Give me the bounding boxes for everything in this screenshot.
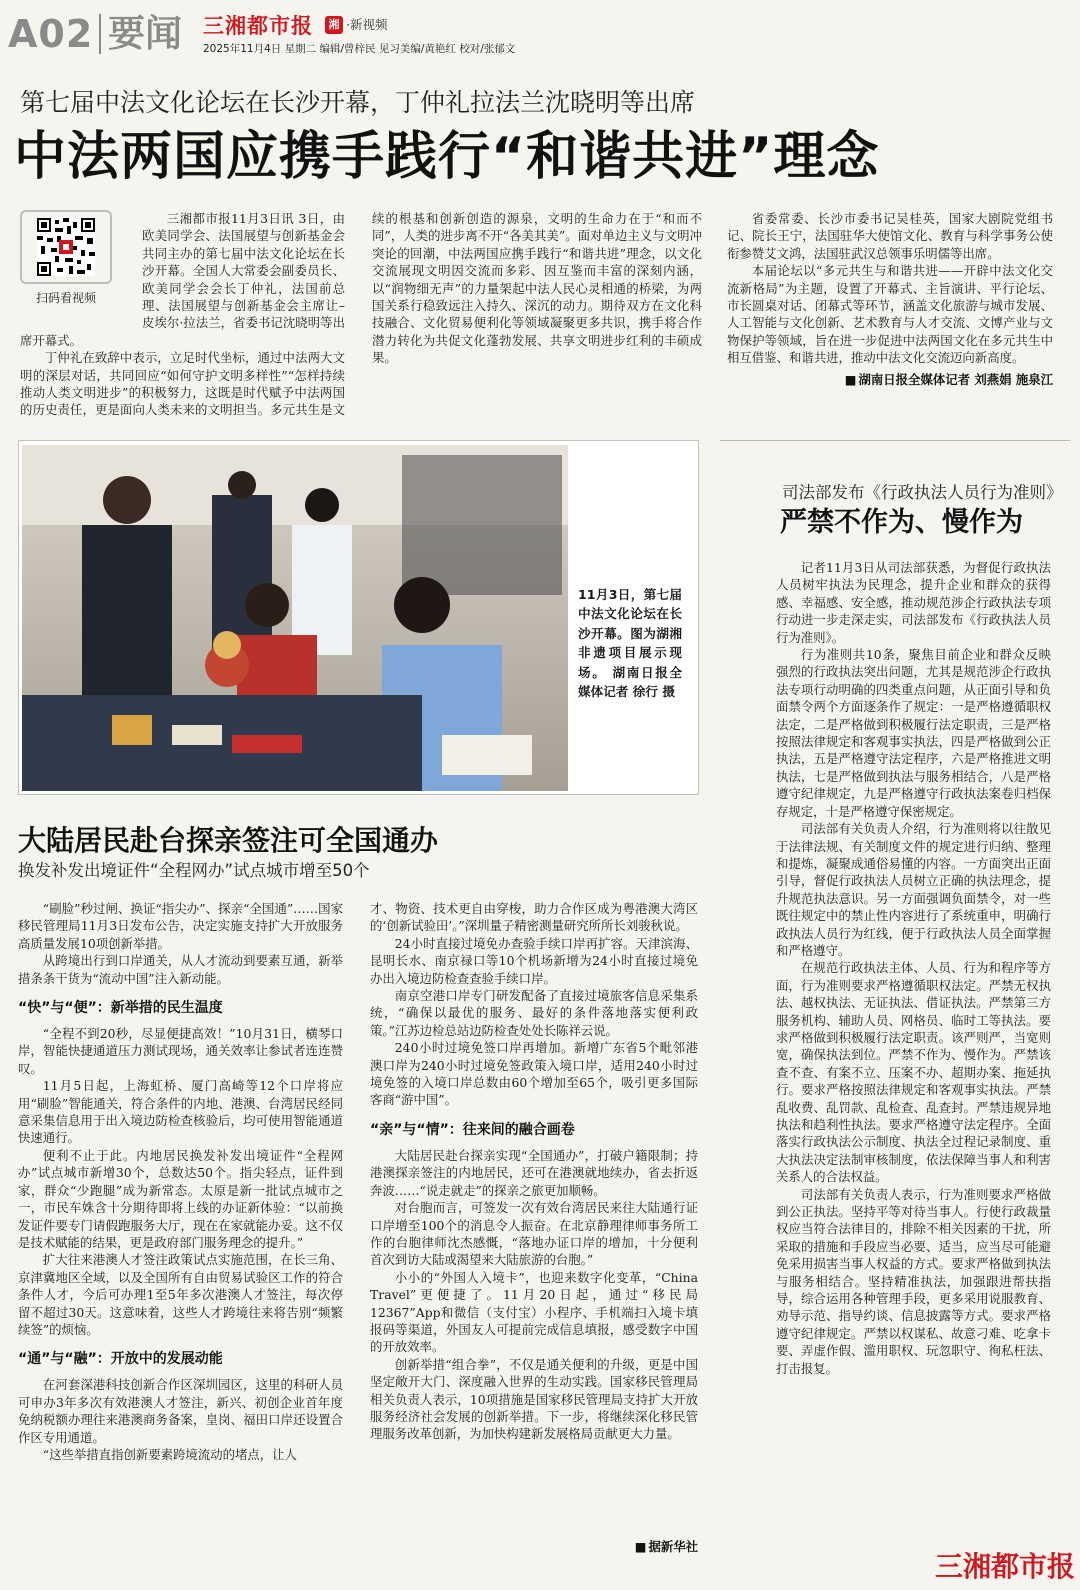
justice-kicker: 司法部发布《行政执法人员行为准则》 xyxy=(782,483,1063,502)
taiwan-subsection-heading: “通”与“融”：开放中的发展动能 xyxy=(18,1351,223,1368)
taiwan-paragraph: “刷脸”秒过闸、换证“指尖办”、探亲“全国通”……国家移民管理局11月3日发布公告，决定实施支持扩大开放服务高质量发展10项创新举措。 xyxy=(18,901,343,951)
page-number: A02 xyxy=(8,12,94,56)
lead-paragraph-tail: 续的根基和创新创造的源泉，文明的生命力在于“和而不同”，人类的进步离不开“各美其美”。面对单边主义与文明冲突论的回潮，中法两国应携手践行“和谐共进”理念，以文化交流展现文明因交流而多彩、因互鉴而丰富的深刻内涵，以“润物细无声”的力量架起中法人民心灵相通的桥梁，为两国关系行稳致远注入持久、深沉的动力。期待双方在文化科技融合、文化贸易便利化等领域凝聚更多共识，携手将合作潜力转化为共促文化蓬勃发展、共享文明进步红利的丰硕成果。 xyxy=(372,211,702,366)
taiwan-paragraph: 南京空港口岸专门研发配备了直接过境旅客信息采集系统，“确保以最优的服务、最好的条件落地落实便利政策。”江苏边检总站边防检查处处长陈祥云说。 xyxy=(370,988,698,1038)
taiwan-paragraph: 从跨境出行到口岸通关，从人才流动到要素互通，新举措条条干货为“流动中国”注入新动能。 xyxy=(18,953,343,986)
brand-tag: ·新视频 xyxy=(346,17,388,32)
photo-credit: 湖南日报全媒体记者 徐行 摄 xyxy=(578,664,683,700)
taiwan-paragraph: 240小时过境免签口岸再增加。新增广东省5个毗邻港澳口岸为240小时过境免签政策入境口岸，适用240小时过境免签的入境口岸总数由60个增加至65个，吸引更多国际客商“游中国”。 xyxy=(370,1040,698,1108)
taiwan-paragraph: 扩大往来港澳人才签注政策试点实施范围，在长三角、京津冀地区全域，以及全国所有自由贸易试验区工作的符合条件人才，今后可办理1至5年多次港澳人才签注，每次停留不超过30天。这意味着，这些人才跨境往来将告别“频繁续签”的烦恼。 xyxy=(18,1252,343,1337)
lead-paragraph: 丁仲礼在致辞中表示，立足时代坐标，通过中法两大文明的深层对话，共同回应“如何守护文明多样性”“怎样持续推动人类文明进步”的积极努力，这既是时代赋予中法两国的历史责任，更是面向人类未来的文明担当。多元共生是文 xyxy=(20,350,345,418)
lead-headline: 中法两国应携手践行“和谐共进”理念 xyxy=(14,127,880,187)
justice-paragraph: 记者11月3日从司法部获悉，为督促行政执法人员树牢执法为民理念，提升企业和群众的获得感、幸福感、安全感，推动规范涉企行政执法专项行动进一步走深走实，司法部发布《行政执法人员行为准则》。 xyxy=(776,560,1051,645)
taiwan-paragraph: “这些举措直指创新要素跨境流动的堵点，让人 xyxy=(42,1446,297,1462)
taiwan-credit: ■ 据新华社 xyxy=(600,1537,698,1555)
justice-paragraph: 行为准则共10条，聚焦目前企业和群众反映强烈的行政执法突出问题，尤其是规范涉企行政执法专项行动明确的四类重点问题，从正面引导和负面禁令两个方面逐条作了规定：一是严格遵循职权法定，二是严格做到积极履行法定职责，三是严格按照法律规定和客观事实执法，四是严格做到公正执法，五是严格遵守法定程序，六是严格推进文明执法，七是严格做到执法与服务相结合，八是严格遵守纪律规定，九是严格遵守行政执法案卷归档保存规定，十是严格遵守保密规定。 xyxy=(776,647,1051,819)
lead-paragraph: 省委常委、长沙市委书记吴桂英，国家大剧院党组书记、院长王宁，法国驻华大使馆文化、教育与科学事务公使衔参赞艾文鸿，法国驻武汉总领事乐明儒等出席。 xyxy=(727,211,1053,261)
masthead-brand: 三湘都市报 xyxy=(203,14,313,38)
lead-paragraph: 本届论坛以“多元共生与和谐共进——开辟中法文化交流新格局”为主题，设置了开幕式、主旨演讲、平行论坛、市长圆桌对话、闭幕式等环节，涵盖文化旅游与城市发展、人工智能与文化创新、艺术教育与人才交流、文博产业与文物保护等领域，旨在进一步促进中法两国文化在多元共生中相互借鉴、和谐共进，推动中法文化交流迈向新高度。 xyxy=(727,263,1053,366)
taiwan-paragraph: 创新举措“组合拳”，不仅是通关便利的升级，更是中国坚定敞开大门、深度融入世界的生动实践。国家移民管理局相关负责人表示，10项措施是国家移民管理局支持扩大开放服务经济社会发展的创新举措。下一步，将继续深化移民管理服务改革创新，为加快构建新发展格局贡献更大力量。 xyxy=(370,1356,698,1442)
brand-badge-icon: 湘 xyxy=(325,16,343,34)
taiwan-headline: 大陆居民赴台探亲签注可全国通办 xyxy=(18,824,439,857)
section-name: 要闻 xyxy=(108,12,182,55)
taiwan-subsection-heading: “快”与“便”：新举措的民生温度 xyxy=(18,1000,223,1017)
date-line: 2025年11月4日 星期二 编辑/曾梓民 见习美编/黄艳红 校对/张郁文 xyxy=(203,43,516,55)
justice-headline: 严禁不作为、慢作为 xyxy=(780,507,1023,538)
lead-column-3 xyxy=(727,210,1053,388)
photo-caption xyxy=(578,585,682,701)
lead-column-1 xyxy=(20,210,345,419)
taiwan-paragraph: 11月5日起，上海虹桥、厦门高崎等12个口岸将应用“刷脸”智能通关，符合条件的内地、港澳、台湾居民经同意采集信息用于出入境边防检查核验后，均可使用智能通道快速通行。 xyxy=(18,1078,343,1146)
photo-caption-text: 11月3日，第七届中法文化论坛在长沙开幕。图为湖湘非遗项目展示现场。 xyxy=(578,587,682,680)
qr-float-space xyxy=(20,210,142,318)
justice-paragraph: 司法部有关负责人表示，行为准则要求严格做到公正执法。坚持平等对待当事人。行使行政裁量权应当符合法律目的，排除不相关因素的干扰，所采取的措施和手段应当必要、适当，应当尽可能避免采用损害当事人权益的方式。要求严格做到执法与服务相结合。坚持精准执法，加强跟进帮扶指导，综合运用各种管理手段，更多采用说服教育、劝导示范、指导约谈、信息披露等方式。要求严格遵守纪律规定。严禁以权谋私、故意刁难、吃拿卡要、弄虚作假、滥用职权、玩忽职守、徇私枉法、打击报复。 xyxy=(776,1186,1051,1376)
taiwan-paragraph: 便利不止于此。内地居民换发补发出境证件“全程网办”试点城市新增30个，总数达50个。指尖轻点，证件到家，群众“少跑腿”成为新常态。太原是新一批试点城市之一，市民车姝含十分期待即将上线的办证新体验：“以前换发证件要专门请假跑服务大厅，现在在家就能办妥。这不仅是技术赋能的结果，更是政府部门服务理念的提升。” xyxy=(18,1147,343,1250)
lead-paragraph: 三湘都市报11月3日讯 3日，由欧美同学会、法国展望与创新基金会共同主办的第七届中法文化论坛在长沙开幕。全国人大常委会副委员长、欧美同学会会长丁仲礼，法国前总理、法国展望与创新基金会主席让–皮埃尔·拉法兰，省委书记沈晓明等出席开幕式。 xyxy=(20,211,345,348)
taiwan-subheadline: 换发补发出境证件“全程网办”试点城市增至50个 xyxy=(18,861,370,880)
taiwan-paragraph: 对台胞而言，可签发一次有效台湾居民来往大陆通行证口岸增至100个的消息令人振奋。在北京静理律师事务所工作的台胞律师沈杰感慨，“落地办证口岸的增加，十分便利首次到访大陆或渴望来大陆旅游的台胞。” xyxy=(370,1200,698,1268)
lead-column-2 xyxy=(372,210,702,420)
taiwan-paragraph: 小小的“外国人入境卡”，也迎来数字化变革，“China Travel”更便捷了。11月20日起，通过“移民局12367”App和微信（支付宝）小程序、手机端扫入境卡填报码等渠道，外国友人可提前完成信息填报，感受数字中国的开放效率。 xyxy=(370,1269,698,1355)
taiwan-paragraph: 大陆居民赴台探亲实现“全国通办”，打破户籍限制；持港澳探亲签注的内地居民，还可在港澳就地续办，省去折返奔波……“说走就走”的探亲之旅更加顺畅。 xyxy=(370,1147,698,1198)
taiwan-subsection-heading: “亲”与“情”：往来间的融合画卷 xyxy=(370,1121,575,1138)
taiwan-paragraph: 在河套深港科技创新合作区深圳园区，这里的科研人员可申办3年多次有效港澳人才签注，新兴、初创企业首年度免纳税额办理往来港澳商务备案，皇岗、福田口岸还设置合作区专用通道。 xyxy=(18,1377,343,1445)
justice-paragraph: 司法部有关负责人介绍，行为准则将以往散见于法律法规、有关制度文件的规定进行归纳、整理和提炼，凝聚成通俗易懂的内容。一方面突出正面引导，督促行政执法人员树立正确的执法理念，提升规范执法意识。另一方面强调负面禁令，对一些既往规定中的禁止性内容进行了系统重申，明确行政执法人员行为红线，便于行政执法人员全面掌握和严格遵守。 xyxy=(776,821,1051,958)
justice-column xyxy=(776,559,1051,1559)
lead-kicker: 第七届中法文化论坛在长沙开幕，丁仲礼拉法兰沈晓明等出席 xyxy=(20,88,696,117)
masthead-divider xyxy=(99,14,101,54)
justice-paragraph: 在规范行政执法主体、人员、行为和程序等方面，行为准则要求严格遵循职权法定。严禁无权执法、越权执法、无证执法、借证执法。严禁第三方服务机构、辅助人员、网格员、临时工等执法。要求严格做到积极履行法定职责。该严则严，当宽则宽，确保执法到位。严禁不作为、慢作为。严禁该查不查、有案不立、压案不办、超期办案、拖延执行。要求严格按照法律规定和客观事实执法。严禁乱收费、乱罚款、乱检查、乱查封。严禁违规异地执法和趋利性执法。要求严格遵守法定程序。全面落实行政执法公示制度、执法全过程记录制度、重大执法决定法制审核制度，依法保障当事人和利害关系人的合法权益。 xyxy=(776,960,1051,1185)
taiwan-paragraph: 才、物资、技术更自由穿梭，助力合作区成为粤港澳大湾区的‘创新试验田’。”深圳量子精密测量研究所所长刘骏秋说。 xyxy=(370,901,698,934)
taiwan-column-1 xyxy=(18,900,343,1560)
taiwan-column-2 xyxy=(370,900,698,1540)
lead-paragraph-continued xyxy=(372,210,702,367)
taiwan-paragraph: “全程不到20秒，尽显便捷高效！”10月31日，横琴口岸，智能快捷通道压力测试现场，通关效率让参试者连连赞叹。 xyxy=(18,1026,343,1076)
taiwan-paragraph: 24小时直接过境免办查验手续口岸再扩容。天津滨海、昆明长水、南京禄口等10个机场新增为24小时直接过境免办出入境边防检查查验手续口岸。 xyxy=(370,935,698,986)
justice-top-rule xyxy=(720,440,1070,441)
lead-byline: ■ 湖南日报全媒体记者 刘燕娟 施泉江 xyxy=(727,370,1053,388)
qr-caption: 扫码看视频 xyxy=(35,291,96,305)
footer-brand-logo: 三湘都市报 xyxy=(935,1548,1075,1586)
event-photo xyxy=(22,445,568,791)
